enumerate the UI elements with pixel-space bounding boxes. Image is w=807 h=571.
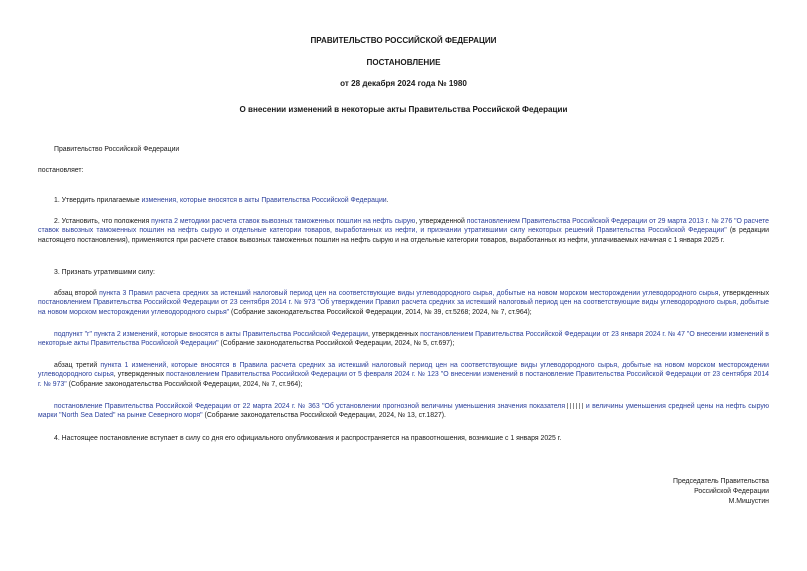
paragraph-1-text-b: . [386, 197, 389, 204]
intro-government: Правительство Российской Федерации [54, 146, 180, 153]
paragraph-3: 3. Признать утратившими силу: [54, 269, 155, 276]
document-title: О внесении изменений в некоторые акты Правительства Российской Федерации [239, 105, 568, 114]
link-resolution-363-cont[interactable]: и величины уменьшения средней цены на нефть сырую марки "North Sea Dated" на рынке Северного моря" [38, 403, 769, 420]
paragraph-2 [38, 217, 769, 245]
formula-image [567, 403, 583, 409]
signature-organization: Российской Федерации [694, 488, 769, 495]
link-rules-item-3[interactable]: пункта 3 Правил расчета средних за истекший налоговый период цен на соответствующие виды углеводородного сырья, добытые на новом морском месторождении углеводородного сырья [99, 290, 719, 297]
link-resolution-47[interactable]: постановлением Правительства Российской Федерации от 23 января 2024 г. № 47 "О внесении изменений в некоторые акты Правительства Российской Федерации" [38, 331, 769, 348]
paragraph-2-text-b: , утвержденной [415, 218, 467, 225]
intro-resolves: постановляет: [38, 167, 84, 174]
paragraph-1 [38, 196, 769, 205]
date-and-number: от 28 декабря 2024 года № 1980 [340, 79, 467, 88]
paragraph-3-item-d [38, 402, 769, 421]
item-c-text-a: абзац третий [54, 362, 101, 369]
item-b-text-b: , утвержденных [367, 331, 421, 338]
item-a-text-b: , утвержденных [718, 290, 770, 297]
item-b-text-c: (Собрание законодательства Российской Федерации, 2024, № 5, ст.697); [218, 340, 455, 348]
paragraph-1-text-a: 1. Утвердить прилагаемые [54, 197, 142, 204]
item-a-text-a: абзац второй [54, 290, 100, 297]
link-resolution-123[interactable]: постановлением Правительства Российской Федерации от 5 февраля 2024 г. № 123 "О внесении изменений в постановление Правительства Российской Федерации от 23 сентября 2014 г. № 973" [38, 371, 769, 388]
government-heading: ПРАВИТЕЛЬСТВО РОССИЙСКОЙ ФЕДЕРАЦИИ [310, 36, 497, 45]
link-subitem-g[interactable]: подпункт "г" пункта 2 изменений, которые вносятся в акты Правительства Российской Федерации [54, 331, 368, 338]
link-amendments[interactable]: изменения, которые вносятся в акты Правительства Российской Федерации [141, 197, 387, 204]
item-d-text-c: (Собрание законодательства Российской Федерации, 2024, № 13, ст.1827). [202, 412, 446, 420]
paragraph-2-text-c: (в редакции настоящего постановления), применяются при расчете ставок вывозных таможенных пошлин на нефть сырую и на отдельные категории товаров, выработанных из нефти, уплачиваемых начиная с 1 января 2025 г. [38, 227, 770, 244]
item-c-text-b: , утвержденных [113, 371, 167, 379]
paragraph-3-item-b [38, 330, 769, 349]
paragraph-2-text-a: 2. Установить, что положения [54, 218, 152, 225]
document-type: ПОСТАНОВЛЕНИЕ [366, 58, 441, 67]
link-methodology-item-2[interactable]: пункта 2 методики расчета ставок вывозных таможенных пошлин на нефть сырую [151, 218, 416, 225]
signature-position: Председатель Правительства [673, 478, 769, 485]
paragraph-3-item-a [38, 289, 769, 317]
paragraph-4: 4. Настоящее постановление вступает в силу со дня его официального опубликования и распространяется на правоотношения, возникшие с 1 января 2025 г. [54, 435, 562, 442]
link-resolution-973[interactable]: постановлением Правительства Российской Федерации от 23 сентября 2014 г. № 973 "Об утверждении Правил расчета средних за истекший налоговый период цен на соответствующие виды углеводородного сырья, добытые на новом морском месторождении углеводородного сырья" [38, 299, 769, 316]
signature-name: М.Мишустин [728, 498, 769, 505]
link-resolution-276[interactable]: постановлением Правительства Российской Федерации от 29 марта 2013 г. № 276 "О расчете ставок вывозных таможенных пошлин на нефть сырую и отдельные категории товаров, выработанных из нефти, и признании утратившими силу некоторых решений Правительства Российской Федерации" [38, 218, 769, 235]
link-amendments-item-1[interactable]: пункта 1 изменений, которые вносятся в Правила расчета средних за истекший налоговый период цен на соответствующие виды углеводородного сырья, добытые на новом морском месторождении углеводородного сырья [38, 362, 769, 379]
link-resolution-363[interactable]: постановление Правительства Российской Федерации от 22 марта 2024 г. № 363 "Об установлении прогнозной величины уменьшения значения показателя [54, 403, 566, 410]
item-c-text-c: (Собрание законодательства Российской Федерации, 2024, № 7, ст.964); [66, 380, 303, 388]
item-a-text-c: (Собрание законодательства Российской Федерации, 2014, № 39, ст.5268; 2024, № 7, ст.964); [229, 308, 532, 316]
paragraph-3-item-c [38, 361, 769, 389]
